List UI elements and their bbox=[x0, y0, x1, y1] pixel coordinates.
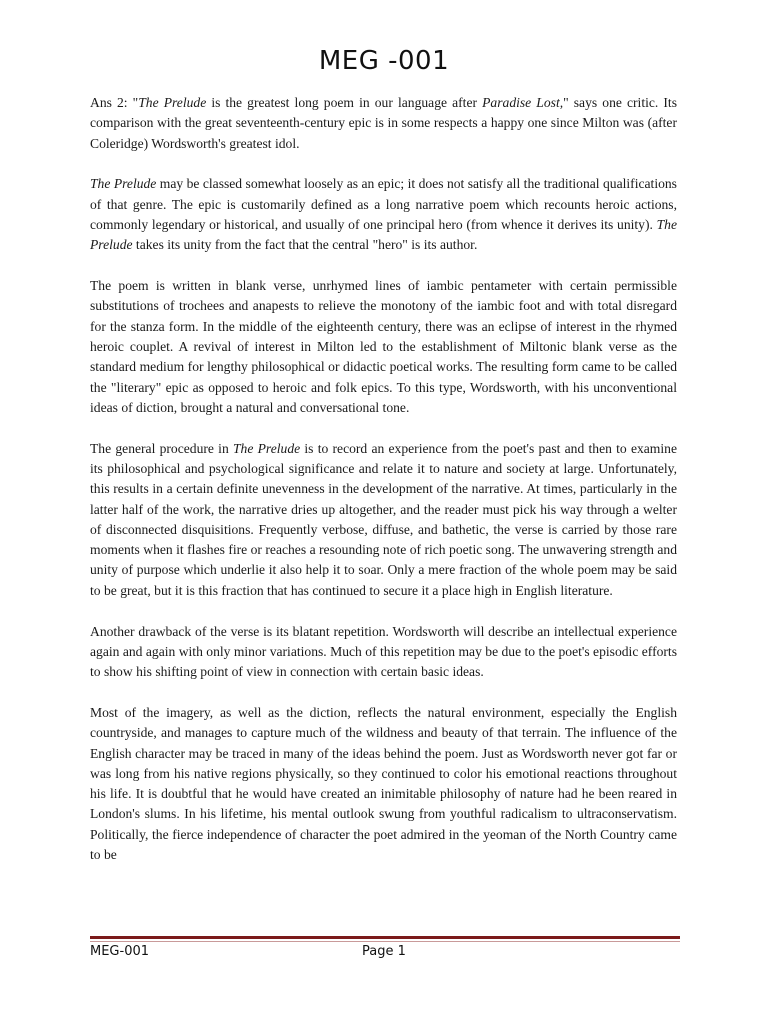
footer-course-code: MEG-001 bbox=[90, 944, 150, 959]
italic-title: The Prelude bbox=[233, 440, 301, 456]
document-body bbox=[90, 93, 677, 886]
footer-page-number: Page 1 bbox=[362, 944, 406, 959]
italic-title: The Prelude bbox=[90, 216, 677, 253]
paragraph-1 bbox=[90, 93, 677, 154]
footer-rule bbox=[90, 936, 680, 939]
paragraph-4 bbox=[90, 439, 677, 601]
text-run: may be classed somewhat loosely as an epic; it does not satisfy all the traditional qualifications of that genre. The epic is customarily defined as a long narrative poem which recounts heroic actions, commonly legendary or historical, and usually of one principal hero (from whence it derives its unity). bbox=[90, 176, 677, 232]
paragraph-6: Most of the imagery, as well as the diction, reflects the natural environment, especially the English countryside, and manages to capture much of the wildness and beauty of that terrain. The influence of the English character may be traced in many of the ideas behind the poem. Just as Wordsworth never got far or was long from his native regions physically, so they continued to color his emotional reactions throughout his life. It is doubtful that he would have created an inimitable philosophy of nature had he been reared in London's slums. In his lifetime, his mental outlook swung from youthful radicalism to ultraconservatism. Politically, the fierce independence of character the poet admired in the yeoman of the North Country came to be bbox=[90, 704, 677, 862]
text-run: The general procedure in bbox=[90, 440, 233, 456]
paragraph-5: Another drawback of the verse is its blatant repetition. Wordsworth will describe an intellectual experience again and again with only minor variations. Much of this repetition may be due to the poet's episodic efforts to show his shifting point of view in connection with certain basic ideas. bbox=[90, 623, 677, 680]
page-title: MEG -001 bbox=[318, 46, 450, 76]
text-run: is the greatest long poem in our language after bbox=[206, 95, 483, 110]
text-run: is to record an experience from the poet's past and then to examine its philosophical and psychological significance and relate it to nature and society at large. Unfortunately, this results in a certain definite unevenness in the development of the narrative. At times, particularly in the latter half of the work, the narrative dries up altogether, and the reader must pick his way through a welter of disconnected disquisitions. Frequently verbose, diffuse, and bathetic, the verse is carried by those rare moments when it flashes fire or reaches a resounding note of rich poetic song. The unwavering strength and unity of purpose which underlie it also help it to soar. Only a mere fraction of the whole poem may be said to be great, but it is this fraction that has continued to secure it a place high in English literature. bbox=[90, 440, 677, 598]
text-run: " says one critic. Its comparison with the great seventeenth-century epic is in some respects a happy one since Milton was (after Coleridge) Wordsworth's greatest idol. bbox=[90, 95, 677, 151]
italic-title: The Prelude bbox=[90, 176, 157, 192]
text-run: takes its unity from the fact that the central "hero" is its author. bbox=[132, 237, 478, 253]
text-run: Ans 2: " bbox=[90, 95, 139, 110]
italic-title: The Prelude bbox=[138, 95, 207, 110]
italic-title: Paradise Lost, bbox=[482, 95, 564, 110]
paragraph-3: The poem is written in blank verse, unrhymed lines of iambic pentameter with certain permissible substitutions of trochees and anapests to relieve the monotony of the iambic foot and with total disregard for the stanza form. In the middle of the eighteenth century, there was an eclipse of interest in the rhymed heroic couplet. A revival of interest in Milton led to the establishment of Miltonic blank verse as the standard medium for lengthy philosophical or didactic poetical works. The resulting form came to be called the "literary" epic as opposed to heroic and folk epics. To this type, Wordsworth, with his unconventional ideas of diction, brought a natural and conversational tone. bbox=[90, 278, 677, 415]
paragraph-2 bbox=[90, 174, 677, 255]
footer-rule-thin bbox=[90, 941, 680, 942]
